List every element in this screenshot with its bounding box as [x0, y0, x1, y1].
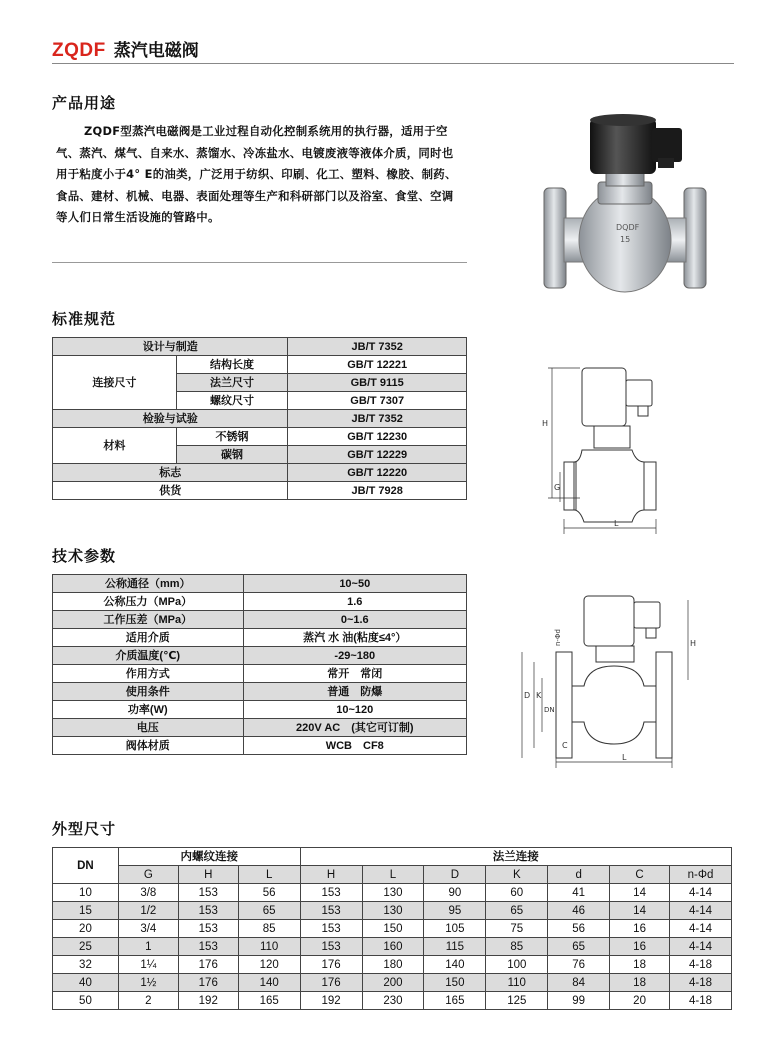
- cell-value: 140: [424, 956, 486, 974]
- cell-label: 介质温度(℃): [53, 647, 244, 665]
- header-dn: DN: [53, 848, 119, 884]
- cell-label: 设计与制造: [53, 338, 288, 356]
- cell-value: 18: [610, 956, 670, 974]
- cell-value: 常开 常闭: [243, 665, 466, 683]
- cell-value: 130: [362, 884, 424, 902]
- cell-value: 2: [118, 992, 178, 1010]
- cell-value: GB/T 9115: [288, 374, 467, 392]
- cell-value: 3/4: [118, 920, 178, 938]
- cell-value: 20: [53, 920, 119, 938]
- cell-value: 120: [238, 956, 300, 974]
- cell-value: 4-18: [670, 992, 732, 1010]
- dim-label-h: H: [542, 419, 549, 428]
- table-row: [53, 902, 732, 920]
- cell-value: GB/T 7307: [288, 392, 467, 410]
- cell-value: 65: [486, 902, 548, 920]
- table-row: [53, 884, 732, 902]
- cell-value: JB/T 7928: [288, 482, 467, 500]
- cell-value: WCB CF8: [243, 737, 466, 755]
- dim-label-g: G: [554, 483, 561, 492]
- cell-label: 工作压差（MPa）: [53, 611, 244, 629]
- cell-value: 1.6: [243, 593, 466, 611]
- tech-params-table: [52, 574, 467, 755]
- header-cell: H: [300, 866, 362, 884]
- cell-value: 10: [53, 884, 119, 902]
- header-cell: G: [118, 866, 178, 884]
- page-header: [52, 36, 199, 62]
- table-row: [53, 464, 467, 482]
- cell-label: 结构长度: [176, 356, 288, 374]
- table-row: [53, 575, 467, 593]
- cell-value: 176: [300, 956, 362, 974]
- cell-value: 200: [362, 974, 424, 992]
- header-cell: D: [424, 866, 486, 884]
- cell-value: 14: [610, 902, 670, 920]
- cell-value: 1½: [118, 974, 178, 992]
- table-row: [53, 629, 467, 647]
- cell-value: 1: [118, 938, 178, 956]
- cell-value: 4-18: [670, 956, 732, 974]
- table-row: [53, 338, 467, 356]
- cell-value: 85: [486, 938, 548, 956]
- table-row: [53, 410, 467, 428]
- cell-label: 公称通径（mm）: [53, 575, 244, 593]
- cell-value: 25: [53, 938, 119, 956]
- cell-value: 4-14: [670, 884, 732, 902]
- cell-value: 125: [486, 992, 548, 1010]
- cell-value: GB/T 12221: [288, 356, 467, 374]
- cell-label: 公称压力（MPa）: [53, 593, 244, 611]
- cell-value: 65: [238, 902, 300, 920]
- cell-value: 110: [238, 938, 300, 956]
- table-header-row: [53, 848, 732, 866]
- cell-group-label: 材料: [53, 428, 177, 464]
- cell-value: 20: [610, 992, 670, 1010]
- cell-value: 1/2: [118, 902, 178, 920]
- cell-value: 76: [548, 956, 610, 974]
- cell-value: 40: [53, 974, 119, 992]
- cell-label: 法兰尺寸: [176, 374, 288, 392]
- cell-value: 153: [300, 938, 362, 956]
- cell-value: 150: [362, 920, 424, 938]
- cell-group-label: 连接尺寸: [53, 356, 177, 410]
- cell-value: 176: [178, 974, 238, 992]
- header-cell: H: [178, 866, 238, 884]
- dim-label-h: H: [690, 639, 697, 648]
- cell-label: 使用条件: [53, 683, 244, 701]
- cell-value: 192: [300, 992, 362, 1010]
- cell-value: 130: [362, 902, 424, 920]
- cell-value: 32: [53, 956, 119, 974]
- section-divider: [52, 262, 467, 263]
- table-row: [53, 938, 732, 956]
- cell-value: 10~50: [243, 575, 466, 593]
- section-title-tech: 技术参数: [52, 547, 117, 565]
- cell-value: 16: [610, 920, 670, 938]
- cell-value: 18: [610, 974, 670, 992]
- header-cell: d: [548, 866, 610, 884]
- cell-value: 4-14: [670, 938, 732, 956]
- valve-product-image: [540, 110, 710, 300]
- cell-value: 16: [610, 938, 670, 956]
- dim-label-dn: DN: [544, 706, 555, 714]
- brand-name: ZQDF: [52, 40, 106, 61]
- table-row: [53, 719, 467, 737]
- header-cell: C: [610, 866, 670, 884]
- dim-label-l: L: [622, 753, 627, 762]
- cell-value: 0~1.6: [243, 611, 466, 629]
- cell-value: 4-14: [670, 920, 732, 938]
- cell-value: 84: [548, 974, 610, 992]
- header-divider: [52, 63, 734, 64]
- cell-value: JB/T 7352: [288, 410, 467, 428]
- cell-value: 1¼: [118, 956, 178, 974]
- cell-label: 适用介质: [53, 629, 244, 647]
- dim-label-k: K: [536, 691, 542, 700]
- cell-value: 90: [424, 884, 486, 902]
- cell-value: GB/T 12229: [288, 446, 467, 464]
- cell-value: 176: [300, 974, 362, 992]
- threaded-valve-drawing: [540, 362, 670, 534]
- table-row: [53, 611, 467, 629]
- dim-label-d: D: [524, 691, 531, 700]
- cell-value: 普通 防爆: [243, 683, 466, 701]
- cell-label: 阀体材质: [53, 737, 244, 755]
- cell-value: GB/T 12230: [288, 428, 467, 446]
- cell-value: GB/T 12220: [288, 464, 467, 482]
- cell-value: 115: [424, 938, 486, 956]
- cell-value: 192: [178, 992, 238, 1010]
- cell-value: 180: [362, 956, 424, 974]
- cell-value: 153: [300, 920, 362, 938]
- cell-value: 3/8: [118, 884, 178, 902]
- body-mark-size: 15: [620, 235, 631, 244]
- table-row: [53, 428, 467, 446]
- cell-label: 供货: [53, 482, 288, 500]
- table-subheader-row: [53, 866, 732, 884]
- cell-value: 46: [548, 902, 610, 920]
- cell-value: 50: [53, 992, 119, 1010]
- cell-value: 165: [424, 992, 486, 1010]
- cell-label: 作用方式: [53, 665, 244, 683]
- cell-value: 85: [238, 920, 300, 938]
- cell-value: 蒸汽 水 油(粘度≤4°）: [243, 629, 466, 647]
- cell-label: 功率(W): [53, 701, 244, 719]
- dimensions-table: [52, 847, 732, 1010]
- cell-value: 176: [178, 956, 238, 974]
- cell-value: 153: [300, 902, 362, 920]
- table-row: [53, 683, 467, 701]
- cell-value: 150: [424, 974, 486, 992]
- cell-value: 153: [178, 920, 238, 938]
- intro-paragraph: ZQDF型蒸汽电磁阀是工业过程自动化控制系统用的执行器，适用于空气、蒸汽、煤气、自来水、蒸馏水、冷冻盐水、电镀废液等液体介质，同时也用于粘度小于4° E的油类，广泛用于纺织、印刷、化工、塑料、橡胶、制药、食品、建材、机械、电器、表面处理等生产和科研部门以及浴室、食堂、空调等人们日常生活设施的管路中。: [56, 124, 457, 225]
- table-row: [53, 992, 732, 1010]
- body-mark-brand: DQDF: [616, 223, 640, 232]
- cell-value: 140: [238, 974, 300, 992]
- cell-value: -29~180: [243, 647, 466, 665]
- cell-value: 110: [486, 974, 548, 992]
- section-title-standard: 标准规范: [52, 310, 117, 328]
- cell-value: 14: [610, 884, 670, 902]
- cell-label: 螺纹尺寸: [176, 392, 288, 410]
- header-cell: L: [362, 866, 424, 884]
- cell-value: 10~120: [243, 701, 466, 719]
- table-row: [53, 920, 732, 938]
- cell-value: 100: [486, 956, 548, 974]
- cell-value: 75: [486, 920, 548, 938]
- table-row: [53, 956, 732, 974]
- table-row: [53, 737, 467, 755]
- table-row: [53, 356, 467, 374]
- page-title: 蒸汽电磁阀: [113, 41, 199, 61]
- cell-value: 153: [178, 884, 238, 902]
- dim-label-l: L: [614, 519, 619, 528]
- table-row: [53, 482, 467, 500]
- cell-value: 153: [300, 884, 362, 902]
- header-cell: K: [486, 866, 548, 884]
- table-row: [53, 647, 467, 665]
- cell-value: JB/T 7352: [288, 338, 467, 356]
- cell-label: 电压: [53, 719, 244, 737]
- section-title-usage: 产品用途: [52, 94, 117, 112]
- dim-label-c: C: [562, 741, 568, 750]
- cell-value: 160: [362, 938, 424, 956]
- cell-value: 65: [548, 938, 610, 956]
- dim-label-nd: n-Φd: [554, 629, 562, 646]
- cell-value: 165: [238, 992, 300, 1010]
- cell-value: 41: [548, 884, 610, 902]
- table-row: [53, 665, 467, 683]
- cell-label: 标志: [53, 464, 288, 482]
- cell-value: 4-18: [670, 974, 732, 992]
- cell-value: 4-14: [670, 902, 732, 920]
- table-row: [53, 701, 467, 719]
- cell-value: 230: [362, 992, 424, 1010]
- cell-label: 检验与试验: [53, 410, 288, 428]
- cell-value: 60: [486, 884, 548, 902]
- cell-value: 105: [424, 920, 486, 938]
- cell-value: 153: [178, 902, 238, 920]
- cell-label: 碳钢: [176, 446, 288, 464]
- cell-value: 153: [178, 938, 238, 956]
- standard-table: [52, 337, 467, 500]
- table-row: [53, 593, 467, 611]
- cell-value: 99: [548, 992, 610, 1010]
- table-row: [53, 974, 732, 992]
- cell-value: 56: [548, 920, 610, 938]
- cell-value: 15: [53, 902, 119, 920]
- cell-value: 95: [424, 902, 486, 920]
- cell-value: 56: [238, 884, 300, 902]
- section-title-dims: 外型尺寸: [52, 820, 117, 838]
- header-cell: L: [238, 866, 300, 884]
- header-cell: n-Φd: [670, 866, 732, 884]
- cell-label: 不锈钢: [176, 428, 288, 446]
- cell-value: 220V AC (其它可订制): [243, 719, 466, 737]
- flanged-valve-drawing: [512, 590, 702, 768]
- header-flange: 法兰连接: [300, 848, 731, 866]
- header-thread: 内螺纹连接: [118, 848, 300, 866]
